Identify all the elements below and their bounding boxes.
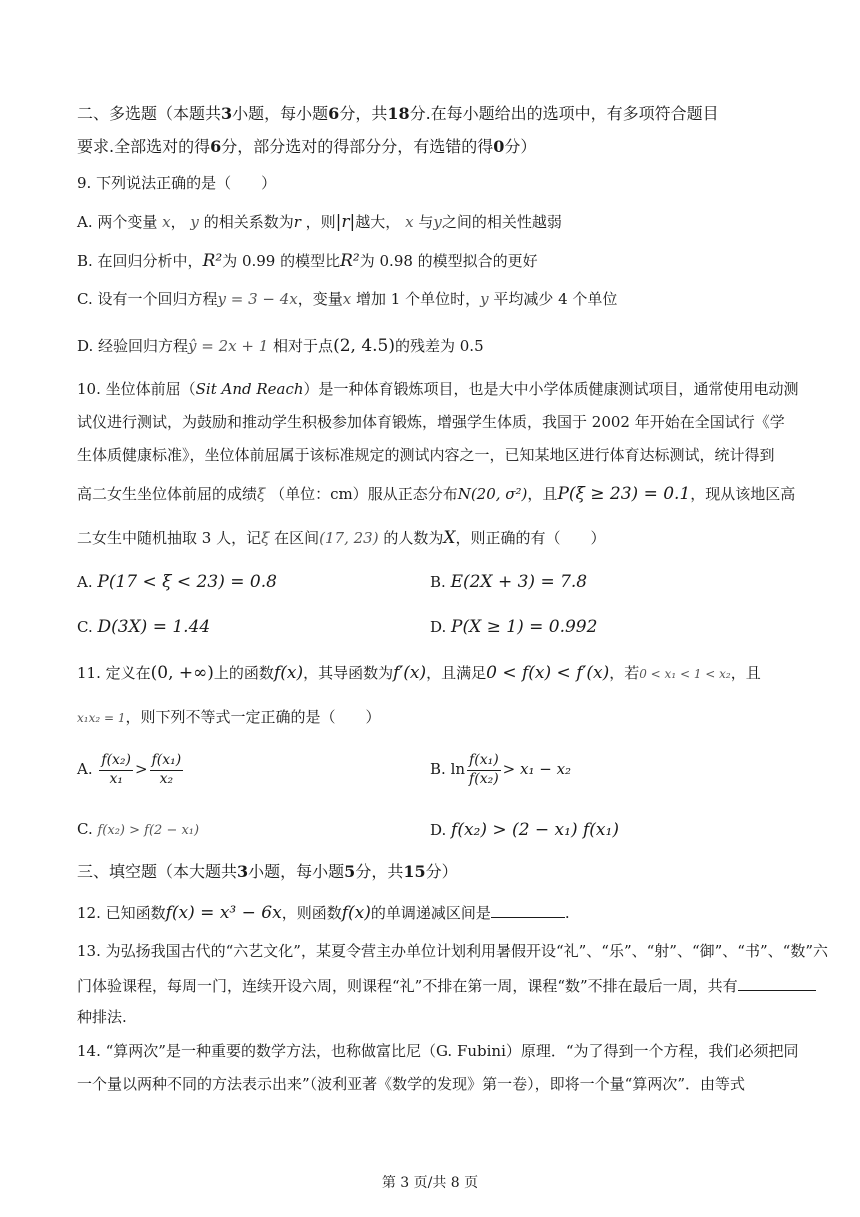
answer-blank xyxy=(738,976,816,991)
answer-blank xyxy=(491,903,565,918)
q9-stem: 9. 下列说法正确的是（ ） xyxy=(77,174,277,192)
q10-option-b: B. E(2X + 3) = 7.8 xyxy=(430,572,588,592)
q9-option-b: B. 在回归分析中，R²为 0.99 的模型比R²为 0.98 的模型拟合的更好 xyxy=(77,251,538,271)
page-footer: 第 3 页/共 8 页 xyxy=(381,1175,479,1191)
q9-option-d: D. 经验回归方程ŷ = 2x + 1 相对于点(2, 4.5)的残差为 0.5 xyxy=(77,336,484,356)
section3-header: 三、填空题（本大题共3小题，每小题5分，共15分） xyxy=(77,862,458,881)
q9-option-a: A. 两个变量 x， y 的相关系数为r ，则|r|越大， x 与y之间的相关性越弱 xyxy=(77,212,562,232)
q13-line2: 门体验课程，每周一门，连续开设六周，则课程“礼”不排在第一周，课程“数”不排在最后一周，共有 xyxy=(77,976,816,994)
section2-header-line1: 二、多选题（本题共3小题，每小题6分，共18分.在每小题给出的选项中，有多项符合题目 xyxy=(77,104,719,123)
q10-option-a: A. P(17 < ξ < 23) = 0.8 xyxy=(77,572,277,592)
q10-line3: 生体质健康标准》，坐位体前屈属于该标准规定的测试内容之一，已知某地区进行体育达标测试，统计得到 xyxy=(77,446,775,464)
q10-option-d: D. P(X ≥ 1) = 0.992 xyxy=(430,617,598,637)
q11-line1: 11. 定义在(0, +∞)上的函数f(x)，其导函数为f′(x)，且满足0 < f(x) < f′(x)，若0 < x₁ < 1 < x₂，且 xyxy=(77,663,761,683)
q10-line4: 高二女生坐位体前屈的成绩ξ （单位：cm）服从正态分布N(20, σ²)，且P(ξ ≥ 23) = 0.1，现从该地区高 xyxy=(77,484,796,504)
q14-line1: 14. “算两次”是一种重要的数学方法，也称做富比尼（G. Fubini）原理．“为了得到一个方程，我们必须把同 xyxy=(77,1042,799,1060)
q10-line1: 10. 坐位体前屈（Sit And Reach）是一种体育锻炼项目，也是大中小学体质健康测试项目，通常使用电动测 xyxy=(77,380,799,398)
q10-line2: 试仪进行测试，为鼓励和推动学生积极参加体育锻炼，增强学生体质，我国于 2002 年开始在全国试行《学 xyxy=(77,413,785,431)
fraction: $\frac{\text{f(x₁)}}{\text{x₂}}$ xyxy=(151,752,182,787)
q9-option-c: C. 设有一个回归方程y = 3 − 4x，变量x 增加 1 个单位时，y 平均减少 4 个单位 xyxy=(77,290,618,308)
q13-line1: 13. 为弘扬我国古代的“六艺文化”，某夏令营主办单位计划利用暑假开设“礼”、“乐”、“射”、“御”、“书”、“数”六 xyxy=(77,942,828,960)
section2-header-line2: 要求.全部选对的得6分，部分选对的得部分分，有选错的得0分） xyxy=(77,137,537,156)
q10-option-c: C. D(3X) = 1.44 xyxy=(77,617,211,637)
q10-line5: 二女生中随机抽取 3 人，记ξ 在区间(17, 23) 的人数为X，则正确的有（ ） xyxy=(77,528,606,548)
q13-line3: 种排法. xyxy=(77,1008,127,1026)
q11-option-a: A. $\frac{\text{f(x₂)}}{\text{x₁}}$ > $\frac{\text{f(x₁)}}{\text{x₂}}$ xyxy=(77,752,182,787)
q11-option-c: C. f(x₂) > f(2 − x₁) xyxy=(77,820,200,838)
q11-option-b: B. ln $\frac{\text{f(x₁)}}{\text{f(x₂)}}$ > x₁ − x₂ xyxy=(430,752,572,787)
q11-line2: x₁x₂ = 1，则下列不等式一定正确的是（ ） xyxy=(77,708,381,726)
q14-line2: 一个量以两种不同的方法表示出来”（波利亚著《数学的发现》第一卷），即将一个量“算两次”．由等式 xyxy=(77,1075,746,1093)
q12-line: 12. 已知函数f(x) = x³ − 6x，则函数f(x)的单调递减区间是 . xyxy=(77,903,570,923)
q11-option-d: D. f(x₂) > (2 − x₁) f(x₁) xyxy=(430,820,619,840)
fraction: $\frac{\text{f(x₂)}}{\text{x₁}}$ xyxy=(101,752,132,787)
fraction: $\frac{\text{f(x₁)}}{\text{f(x₂)}}$ xyxy=(469,752,499,787)
